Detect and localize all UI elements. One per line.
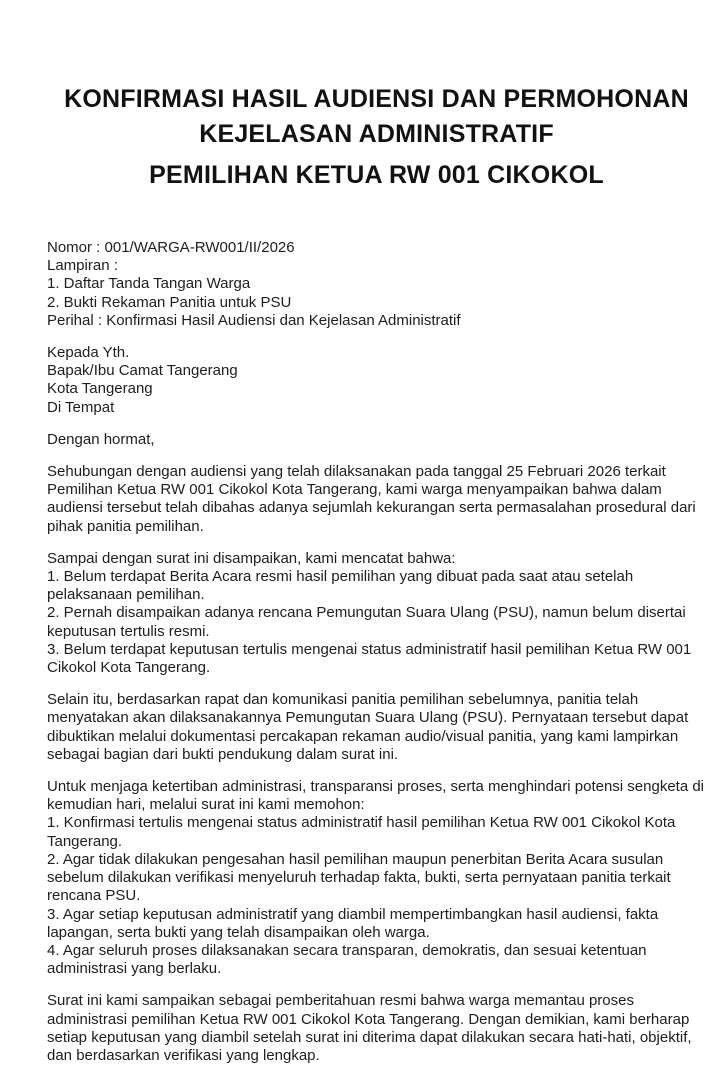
meta-perihal: Perihal : Konfirmasi Hasil Audiensi dan Kejelasan Administratif xyxy=(47,311,461,329)
requests-block xyxy=(47,778,709,978)
letter-title-main: KONFIRMASI HASIL AUDIENSI DAN PERMOHONAN KEJELASAN ADMINISTRATIF xyxy=(64,85,689,148)
notes-intro: Sampai dengan surat ini disampaikan, kami mencatat bahwa: xyxy=(47,549,456,567)
recipient-line-1: Kepada Yth. xyxy=(47,344,130,362)
meta-lampiran-item-1: 1. Daftar Tanda Tangan Warga xyxy=(47,275,251,293)
requests-intro: Untuk menjaga ketertiban administrasi, transparansi proses, serta menghindari potensi sengketa di kemudian hari, melalui surat ini kami memohon: xyxy=(47,778,709,814)
recipient-line-4: Di Tempat xyxy=(47,398,115,416)
notes-item-3: 3. Belum terdapat keputusan tertulis mengenai status administratif hasil pemilihan Ketua RW 001 Cikokol Kota Tangerang. xyxy=(47,640,696,677)
salutation-block xyxy=(47,431,706,449)
letter-meta-block xyxy=(47,239,706,330)
psu-paragraph xyxy=(47,691,706,764)
salutation-text: Dengan hormat, xyxy=(47,430,155,448)
meta-lampiran-item-2: 2. Bukti Rekaman Panitia untuk PSU xyxy=(47,293,292,311)
opening-paragraph xyxy=(47,463,706,536)
recipient-line-2: Bapak/Ibu Camat Tangerang xyxy=(47,362,238,380)
recipient-block xyxy=(47,344,706,417)
meta-lampiran-label: Lampiran : xyxy=(47,257,118,275)
notes-block xyxy=(47,550,706,677)
closing-paragraph xyxy=(47,992,706,1065)
opening-paragraph-text: Sehubungan dengan audiensi yang telah dilaksanakan pada tanggal 25 Februari 2026 terkait Pemilihan Ketua RW 001 Cikokol Kota Tangerang, kami warga menyampaikan bahwa dalam audiensi tersebut telah dibahas adanya sejumlah kekurangan serta permasalahan prosedural dari pihak panitia pemilihan. xyxy=(47,463,700,535)
closing-paragraph-text: Surat ini kami sampaikan sebagai pemberitahuan resmi bahwa warga memantau proses administrasi pemilihan Ketua RW 001 Cikokol Kota Tangerang. Dengan demikian, kami berharap setiap keputusan yang diambil setelah surat ini diterima dapat dilakukan secara hati-hati, objektif, dan berdasarkan verifikasi yang lengkap. xyxy=(47,992,696,1064)
meta-nomor: Nomor : 001/WARGA-RW001/II/2026 xyxy=(47,239,295,256)
letter-title-block xyxy=(47,82,706,193)
psu-paragraph-text: Selain itu, berdasarkan rapat dan komunikasi panitia pemilihan sebelumnya, panitia telah menyatakan akan dilaksanakannya Pemungutan Suara Ulang (PSU). Pernyataan tersebut dapat dibuktikan melalui dokumentasi percakapan rekaman audio/visual panitia, yang kami lampirkan sebagai bagian dari bukti pendukung dalam surat ini. xyxy=(47,691,693,763)
requests-item-2: 2. Agar tidak dilakukan pengesahan hasil pemilihan maupun penerbitan Berita Acara susulan sebelum dilakukan verifikasi menyeluruh terhadap fakta, bukti, serta pernyataan panitia terkait rencana PSU. xyxy=(47,850,675,905)
requests-item-3: 3. Agar setiap keputusan administratif yang diambil mempertimbangkan hasil audiensi, fakta lapangan, serta bukti yang telah disampaikan oleh warga. xyxy=(47,905,663,941)
letter-title-sub: PEMILIHAN KETUA RW 001 CIKOKOL xyxy=(149,161,604,189)
notes-item-2: 2. Pernah disampaikan adanya rencana Pemungutan Suara Ulang (PSU), namun belum disertai keputusan tertulis resmi. xyxy=(47,604,690,640)
requests-item-1: 1. Konfirmasi tertulis mengenai status administratif hasil pemilihan Ketua RW 001 Cikokol Kota Tangerang. xyxy=(47,814,680,850)
notes-item-1: 1. Belum terdapat Berita Acara resmi hasil pemilihan yang dibuat pada saat atau setelah pelaksanaan pemilihan. xyxy=(47,568,638,604)
recipient-line-3: Kota Tangerang xyxy=(47,380,153,398)
requests-item-4: 4. Agar seluruh proses dilaksanakan secara transparan, demokratis, dan sesuai ketentuan administrasi yang berlaku. xyxy=(47,941,651,978)
